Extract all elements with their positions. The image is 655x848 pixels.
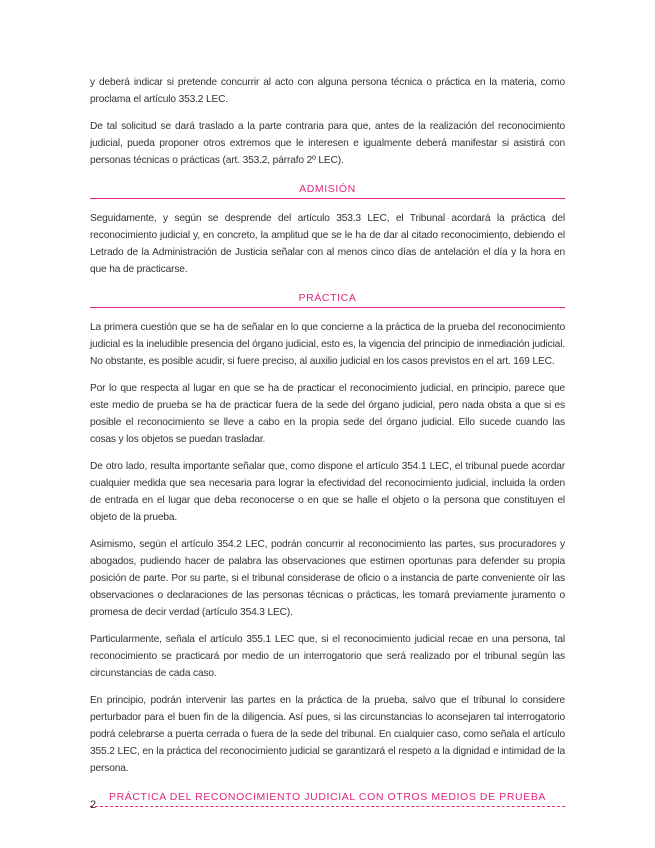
paragraph: Por lo que respecta al lugar en que se ha de practicar el reconocimiento judicial, en principio, parece que este medio de prueba se ha de practicar fuera de la sede del órgano judicial, pero nada obsta a que si es posible el reconocimiento se lleve a cabo en la propia sede del órgano judicial. Ello sucede cuando las cosas y los objetos se puedan trasladar.	[90, 383, 565, 445]
paragraph: De tal solicitud se dará traslado a la parte contraria para que, antes de la realización del reconocimiento judicial, pueda proponer otros extremos que le interesen e igualmente deberá manifestar si asistirá con personas técnicas o prácticas (art. 353.2, párrafo 2º LEC).	[90, 121, 565, 166]
section-heading-admision: ADMISIÓN	[299, 183, 356, 195]
paragraph: Particularmente, señala el artículo 355.1 LEC que, si el reconocimiento judicial recae en una persona, tal reconocimiento se practicará por medio de un interrogatorio que será realizado por el tribunal según las circunstancias de cada caso.	[90, 634, 565, 679]
section-divider	[90, 307, 565, 308]
section-divider	[90, 198, 565, 199]
paragraph: Asimismo, según el artículo 354.2 LEC, podrán concurrir al reconocimiento las partes, sus procuradores y abogados, pudiendo hacer de palabra las observaciones que estimen oportunas para defender su propia posición de parte. Por su parte, si el tribunal considerase de oficio o a instancia de parte conveniente oír las observaciones o declaraciones de las personas técnicas o prácticas, les tomará previamente juramento o promesa de decir verdad (artículo 354.3 LEC).	[90, 539, 565, 618]
section-divider	[90, 806, 565, 807]
page-number: 2	[90, 799, 97, 811]
paragraph: De otro lado, resulta importante señalar que, como dispone el artículo 354.1 LEC, el tribunal puede acordar cualquier medida que sea necesaria para lograr la efectividad del reconocimiento judicial, incluida la orden de entrada en el lugar que deba reconocerse o en que se halle el objeto o la persona que constituyen el objeto de la prueba.	[90, 461, 565, 523]
document-body	[90, 74, 565, 818]
paragraph: La primera cuestión que se ha de señalar en lo que concierne a la práctica de la prueba del reconocimiento judicial es la ineludible presencia del órgano judicial, esto es, la vigencia del principio de inmediación judicial. No obstante, es posible acudir, si fuere preciso, al auxilio judicial en los casos previstos en el art. 169 LEC.	[90, 322, 565, 367]
section-heading-practica: PRÁCTICA	[298, 292, 357, 304]
section-heading-otros-medios: PRÁCTICA DEL RECONOCIMIENTO JUDICIAL CON OTROS MEDIOS DE PRUEBA	[108, 791, 547, 803]
paragraph: En principio, podrán intervenir las partes en la práctica de la prueba, salvo que el tribunal lo considere perturbador para el buen fin de la diligencia. Así pues, si las circunstancias lo aconsejaren tal interrogatorio podrá celebrarse a puerta cerrada o fuera de la sede del tribunal. En cualquier caso, como señala el artículo 355.2 LEC, en la práctica del reconocimiento judicial se garantizará el respeto a la dignidad e intimidad de la persona.	[90, 695, 565, 774]
paragraph: y deberá indicar si pretende concurrir al acto con alguna persona técnica o práctica en la materia, como proclama el artículo 353.2 LEC.	[90, 77, 565, 105]
paragraph: Seguidamente, y según se desprende del artículo 353.3 LEC, el Tribunal acordará la práctica del reconocimiento judicial y, en concreto, la amplitud que se le ha de dar al citado reconocimiento, debiendo el Letrado de la Administración de Justicia señalar con al menos cinco días de antelación el día y la hora en que ha de practicarse.	[90, 213, 565, 275]
